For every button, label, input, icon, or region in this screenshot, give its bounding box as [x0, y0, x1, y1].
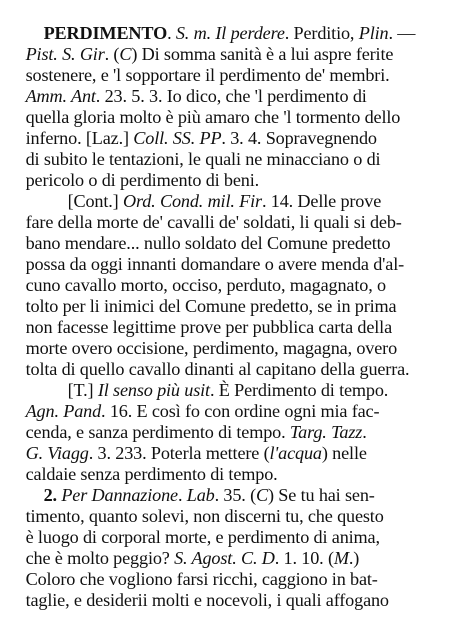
gloss: l'acqua — [269, 443, 322, 463]
source-citation: G. Viagg — [25, 443, 89, 463]
entry-line — [0, 296, 471, 337]
entry-line — [0, 2, 471, 43]
entry-line — [0, 485, 471, 526]
text-run: . — [177, 485, 187, 505]
source-citation: S. Agost. C. D — [174, 548, 275, 568]
text-run: Coloro che vogliono farsi ricchi, caggiono in bat- — [25, 569, 378, 589]
text-run: . — — [388, 23, 416, 43]
text-run: sostenere, e 'l sopportare il perdimento de' membri. — [25, 65, 390, 85]
source-citation: Lab — [186, 485, 215, 505]
text-run: .) — [348, 548, 360, 568]
text-run: . 1. 10. ( — [274, 548, 334, 568]
text-run: . — [362, 422, 367, 442]
entry-line — [0, 317, 471, 358]
text-run: non facesse legittime prove per pubblica carta della — [25, 317, 392, 337]
source-citation: C — [256, 485, 268, 505]
entry-line — [0, 275, 471, 316]
entry-line — [0, 23, 471, 64]
entry-line — [0, 254, 471, 295]
source-citation: Agn. Pand — [25, 401, 102, 421]
source-citation: Coll. SS. PP — [133, 128, 222, 148]
sense-label: Per Dannazione — [61, 485, 178, 505]
text-run: [T.] — [67, 380, 98, 400]
text-run: . 35. ( — [214, 485, 256, 505]
entry-line — [0, 443, 471, 484]
text-run: taglie, e desiderii molti e nocevoli, i quali affogano — [25, 590, 389, 610]
entry-line — [0, 44, 471, 85]
text-run: cenda, e sanza perdimento di tempo. — [25, 422, 290, 442]
entry-line — [0, 212, 471, 253]
entry-line — [0, 65, 471, 106]
text-run: . 3. 233. Poterla mettere ( — [88, 443, 270, 463]
entry-line — [0, 548, 471, 589]
entry-line — [0, 359, 471, 400]
text-run: possa da oggi innanti domandare o avere menda d'al- — [25, 254, 405, 274]
entry-line — [0, 128, 471, 169]
entry-line — [0, 233, 471, 274]
text-run: ) Di somma sanità è a lui aspre ferite — [131, 44, 394, 64]
text-run: . È Perdimento di tempo. — [209, 380, 389, 400]
text-run: pericolo o di perdimento di beni. — [25, 170, 260, 190]
text-run: di subito le tentazioni, le quali ne minacciano o di — [25, 149, 381, 169]
text-run: caldaie senza perdimento di tempo. — [25, 464, 278, 484]
source-citation: Plin — [358, 23, 389, 43]
headword: PERDIMENTO — [43, 23, 168, 43]
entry-line — [0, 506, 471, 547]
entry-line — [0, 464, 471, 505]
source-citation: Ord. Cond. mil. Fir — [122, 191, 262, 211]
entry-line — [0, 191, 471, 232]
entry-line — [0, 338, 471, 379]
source-citation: Targ. Tazz — [289, 422, 363, 442]
text-run: che è molto peggio? — [25, 548, 175, 568]
text-run: bano mendare... nullo soldato del Comune predetto — [25, 233, 391, 253]
source-citation: M — [333, 548, 349, 568]
text-run: . 16. E così fo con ordine ogni mia fac- — [101, 401, 380, 421]
source-citation: Pist. S. Gir — [25, 44, 105, 64]
text-run: timento, quanto solevi, non discerni tu, che questo — [25, 506, 384, 526]
entry-line — [0, 86, 471, 127]
text-run: . ( — [104, 44, 120, 64]
entry-line — [0, 569, 471, 610]
text-run: tolto per li inimici del Comune predetto, se in prima — [25, 296, 397, 316]
sense-number: 2. — [43, 485, 62, 505]
text-run: ) Se tu hai sen- — [267, 485, 375, 505]
entry-line — [0, 422, 471, 463]
text-run: . 3. 4. Sopravegnendo — [221, 128, 377, 148]
text-run: [Cont.] — [67, 191, 123, 211]
text-run: . — [167, 23, 176, 43]
entry-line — [0, 527, 471, 568]
entry-line — [0, 401, 471, 442]
source-citation: Amm. Ant — [25, 86, 96, 106]
text-run: . Perditio, — [284, 23, 359, 43]
sense-label: Il senso più usit — [97, 380, 210, 400]
text-run: è luogo di corporal morte, e perdimento di anima, — [25, 527, 380, 547]
text-run: cuno cavallo morto, occiso, perduto, magagnato, o — [25, 275, 386, 295]
entry-line — [0, 149, 471, 190]
text-run: ) nelle — [321, 443, 367, 463]
text-run: . 23. 5. 3. Io dico, che 'l perdimento di — [95, 86, 367, 106]
entry-line — [0, 380, 471, 421]
source-citation: C — [119, 44, 132, 64]
text-run: morte overo occisione, perdimento, magagna, overo — [25, 338, 398, 358]
text-run: fare della morte de' cavalli de' soldati, li quali si deb- — [25, 212, 402, 232]
text-run: quella gloria molto è più amaro che 'l tormento dello — [25, 107, 401, 127]
grammar-label: S. m. Il perdere — [175, 23, 285, 43]
entry-line — [0, 107, 471, 148]
text-run: tolta di quello cavallo dinanti al capitano della guerra. — [25, 359, 410, 379]
text-run: . 14. Delle prove — [261, 191, 382, 211]
entry-line — [0, 170, 471, 211]
text-run: inferno. [Laz.] — [25, 128, 134, 148]
